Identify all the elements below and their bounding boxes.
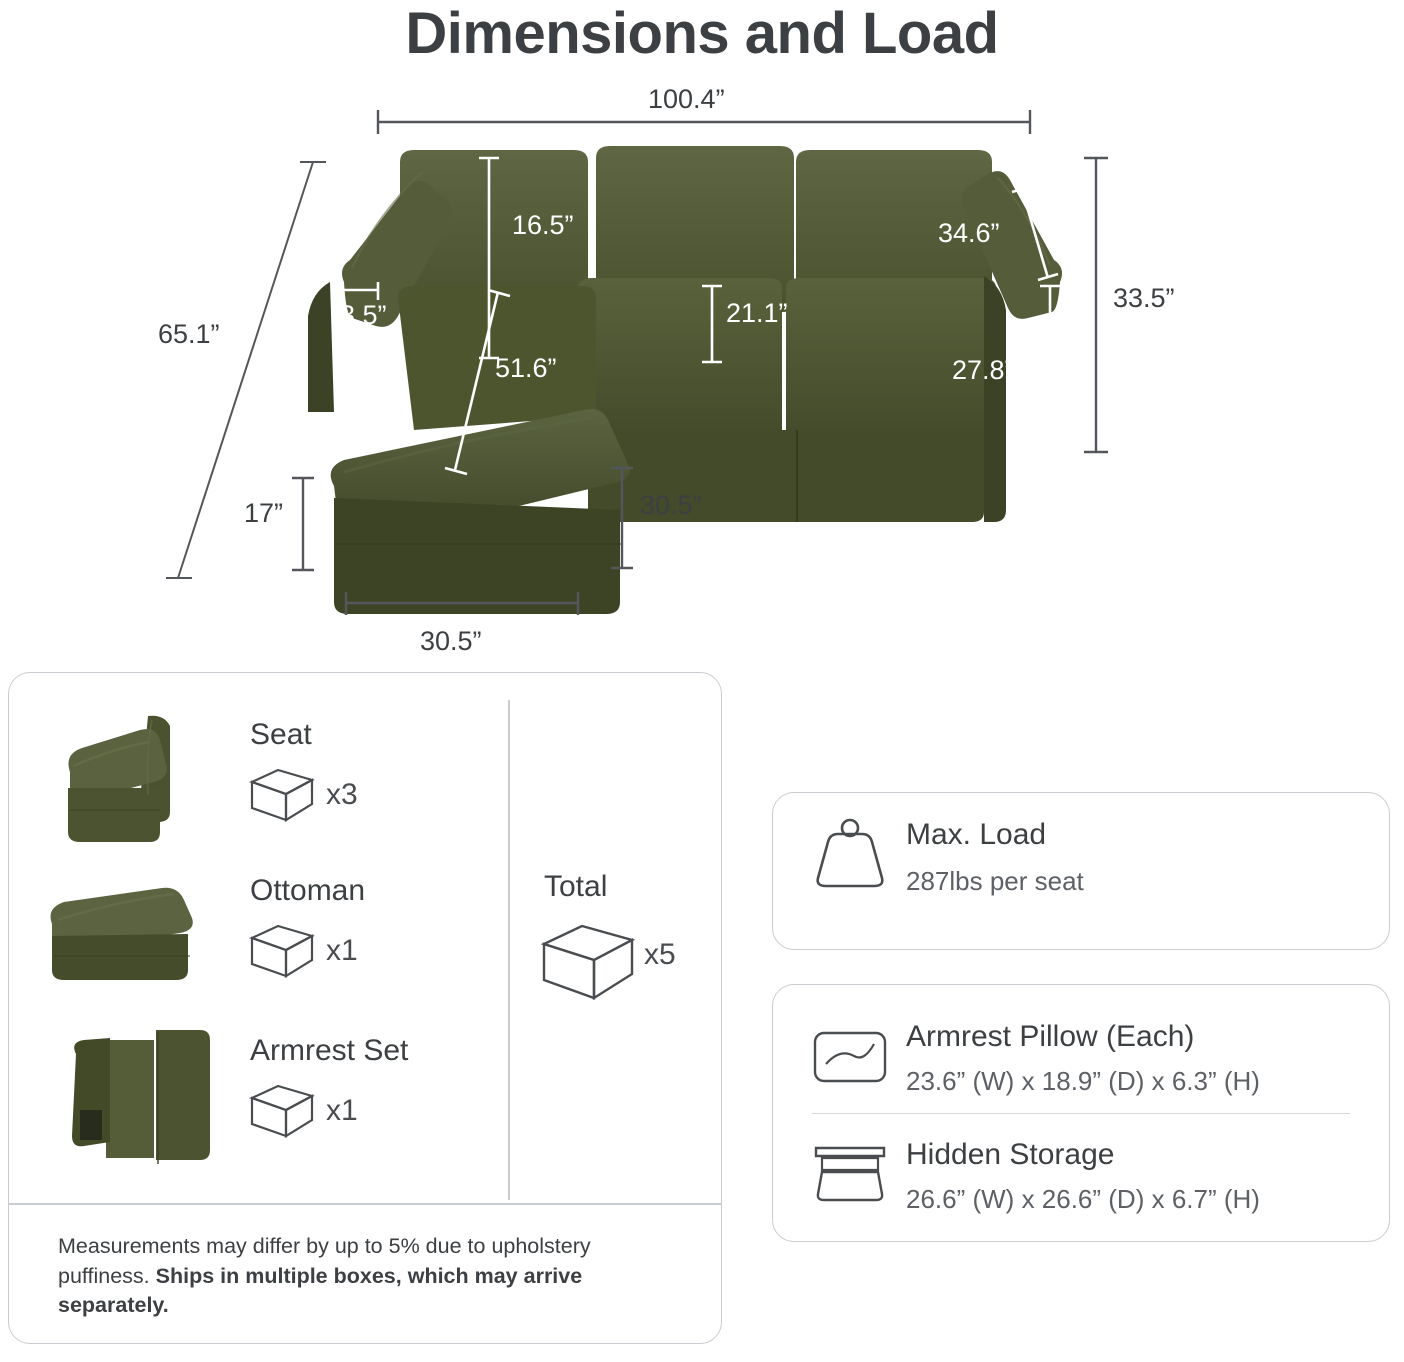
armrest-image — [40, 1018, 222, 1174]
specs-divider — [812, 1113, 1350, 1114]
page-title: Dimensions and Load — [405, 1, 999, 66]
seat-image — [48, 710, 216, 858]
label-seat-depth: 21.1” — [726, 298, 788, 328]
label-overall-depth: 65.1” — [158, 319, 220, 349]
item-count-ottoman: x1 — [326, 934, 358, 967]
total-count: x5 — [644, 938, 676, 971]
pillow-icon — [812, 1028, 888, 1086]
box-icon-seat — [248, 766, 316, 824]
note-line-1: Measurements may differ by up to 5% due to — [58, 1234, 486, 1258]
label-total-height: 33.5” — [1113, 283, 1175, 313]
label-chaise-depth: 51.6” — [495, 353, 557, 383]
sofa-dimension-diagram — [0, 70, 1404, 656]
spec-value-armrest-pillow: 23.6” (W) x 18.9” (D) x 6.3” (H) — [906, 1066, 1260, 1096]
ottoman-image — [38, 880, 216, 992]
storage-icon — [812, 1140, 888, 1206]
panel-horizontal-divider — [8, 1203, 722, 1205]
item-label-ottoman: Ottoman — [250, 874, 366, 907]
max-load-value: 287lbs per seat — [906, 866, 1084, 896]
box-icon-armrest-set — [248, 1082, 316, 1140]
label-arm-height: 34.6” — [938, 218, 1000, 248]
note-bold-2: which may arrive separately. — [58, 1263, 583, 1318]
item-count-armrest-set: x1 — [326, 1094, 358, 1127]
label-backrest-height: 16.5” — [512, 210, 574, 240]
label-overall-width: 100.4” — [648, 84, 725, 114]
label-ottoman-depth: 30.5” — [640, 490, 702, 520]
weight-icon — [812, 812, 888, 890]
box-icon-ottoman — [248, 922, 316, 980]
max-load-title: Max. Load — [906, 818, 1047, 851]
spec-title-armrest-pillow: Armrest Pillow (Each) — [906, 1020, 1195, 1053]
label-ottoman-height: 17” — [244, 498, 284, 528]
spec-value-hidden-storage: 26.6” (W) x 26.6” (D) x 6.7” (H) — [906, 1184, 1260, 1214]
note-line-2: upholstery puffiness. — [58, 1234, 591, 1288]
panel-vertical-divider — [508, 700, 510, 1200]
label-armrest-width: 3.5” — [340, 300, 387, 330]
item-label-armrest-set: Armrest Set — [250, 1034, 409, 1067]
measurement-note — [58, 1232, 598, 1321]
item-count-seat: x3 — [326, 778, 358, 811]
item-label-seat: Seat — [250, 718, 312, 751]
sofa-illustration — [0, 70, 1404, 650]
label-ottoman-width: 30.5” — [420, 626, 482, 656]
spec-title-hidden-storage: Hidden Storage — [906, 1138, 1115, 1171]
note-bold-1: Ships in multiple boxes, — [155, 1263, 402, 1288]
label-seat-height: 27.8” — [952, 355, 1014, 385]
box-icon-total — [538, 920, 638, 1004]
total-label: Total — [544, 870, 608, 903]
